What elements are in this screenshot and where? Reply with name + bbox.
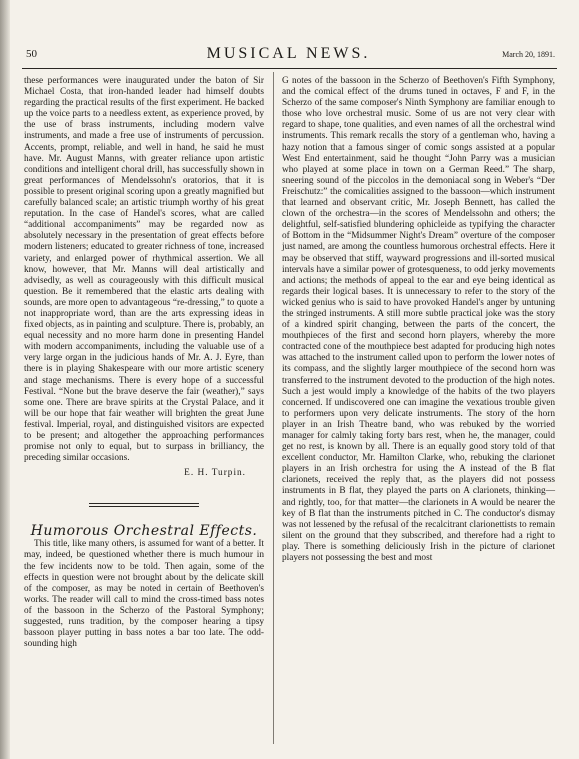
section-divider [89, 503, 199, 507]
running-header [22, 45, 555, 66]
issue-date: March 20, 1891. [502, 50, 555, 59]
section-heading: Humorous Orchestral Effects. [30, 523, 258, 540]
page-number: 50 [26, 48, 37, 60]
author-signature: E. H. Turpin. [184, 468, 246, 479]
section-body-text-continued: G notes of the bassoon in the Scherzo of Beethoven's Fifth Symphony, and the comical effect of the drums tuned in octaves, F and F, in the Scherzo of the same composer's Ninth Symphony are familiar enough to those who love orchestral music. Some of us are not very clear with regard to shape, tone qualities, and even names of all the orchestral wind instruments. This remark recalls the story of a gentleman who, having a hazy notion that a famous singer of comic songs assisted at a popular West End entertainment, said he thought “John Parry was a musician who played at some place in town on a German Reed.” The sharp, sneering sound of the piccolos in the demoniacal song in Weber's “Der Freischutz:” the comicalities assigned to the bassoon—which instrument that learned and observant critic, Mr. Joseph Bennett, has called the clown of the orchestra—in the scores of Mendelssohn and others; the delightful, self-satisfied blundering ophicleide as typifying the character of Bottom in the “Midsummer Night's Dream” overture of the composer just named, are among the countless humorous orchestral effects. Here it may be observed that stiff, wayward progressions and ill-sorted musical intervals have a similar power of grotesqueness, to odd jerky movements and actions; the methods of appeal to the ear and eye being identical as regards their logical bases. It is unnecessary to refer to the story of the wicked genius who is said to have provoked Handel's anger by untuning the stringed instruments. A still more subtle practical joke was the story of a kindred spirit changing, between the parts of the concert, the mouthpieces of the first and second horn players, whereby the more contracted cone of the mouthpiece best adapted for producing high notes was attached to the instrument called upon to perform the lower notes of its compass, and the slightly larger mouthpiece of the second horn was transferred to the instrument devoted to the production of the high notes. Such a jest would imply a knowledge of the habits of the two players concerned. If undiscovered one can imagine the vexatious trouble given to performers upon very delicate instruments. The story of the horn player in an Irish Theatre band, who was rebuked by the worried manager for calmly taking forty bars rest, when he, the manager, could get no rest, is known by all. There is an equally good story told of that excellent conductor, Mr. Hamilton Clarke, who, rebuking the clarionet players in an Irish orchestra for using the A instead of the B flat clarionets, received the reply that, as the players did not possess instruments in B flat, they played the parts on A clarionets, thinking—and rightly, too, for that matter—the clarionets in A would be nearer the key of B flat than the instruments pitched in C. The conductor's dismay was not lessened by the refusal of the recalcitrant clarionettists to remain silent on the ground that they subscribed, and therefore had a right to play. There is something deliciously Irish in the picture of clarionet players not possessing the best and most [282, 76, 555, 564]
journal-title: MUSICAL NEWS. [206, 45, 371, 62]
left-column [24, 76, 264, 650]
binding-shadow [0, 0, 10, 759]
column-rule [273, 72, 274, 744]
article-continuation-text: these performances were inaugurated under the baton of Sir Michael Costa, that iron-handed leader had himself doubts regarding the practical results of the first experiment. He backed up the voice parts to a needless extent, as experience proved, by the use of brass instruments, including modern valve instruments, and made a free use of instruments of percussion. Accents, prompt, reliable, and well in hand, he said he must have. Mr. August Manns, with greater reliance upon artistic conditions and intelligent choral drill, has successfully shown in great performances of Mendelssohn's oratorios, that it is possible to present original scoring upon a greatly magnified but carefully balanced scale; an artistic triumph worthy of his great reputation. In the case of Handel's scores, what are called “additional accompaniments” may be regarded now as absolutely necessary in the presentation of great effects before modern listeners; educated to greater richness of tone, increased variety, and enlarged power of rhythmical assertion. We all know, however, that Mr. Manns will deal artistically and advisedly, as well as courageously with this difficult musical question. Be it remembered that the elastic arts dealing with sounds, are more open to advantageous “re-dressing,” to quote a not inappropriate word, than are the arts expressing ideas in fixed objects, as in painting and sculpture. There is, probably, an equal necessity and no more harm done in presenting Handel with modern accompaniments, including the valuable use of a very large organ in the judicious hands of Mr. A. J. Eyre, than there is in playing Shakespeare with our more artistic scenery and stage mechanisms. There is every hope of a successful Festival. “None but the brave deserve the fair (weather),” says some one. There are brave spirits at the Crystal Palace, and it will be our hope that fair weather will brighten the great June festival. Imperial, royal, and distinguished visitors are expected to be present; and altogether the approaching performances promise not only to equal, but to surpass in brilliancy, the preceding similar occasions. [24, 76, 264, 464]
section-body-text: This title, like many others, is assumed for want of a better. It may, indeed, be questioned whether there is much humour in the few incidents now to be told. Then again, some of the effects in question were not brought about by the delicate skill of the composer, as may be noted in certain of Beethoven's works. The reader will call to mind the cross-timed bass notes of the bassoon in the Scherzo of the Pastoral Symphony; suggested, runs tradition, by the composer hearing a tipsy bassoon player putting in bass notes a bar too late. The odd-sounding high [24, 539, 264, 650]
header-rule [22, 68, 557, 69]
right-column [282, 76, 555, 564]
